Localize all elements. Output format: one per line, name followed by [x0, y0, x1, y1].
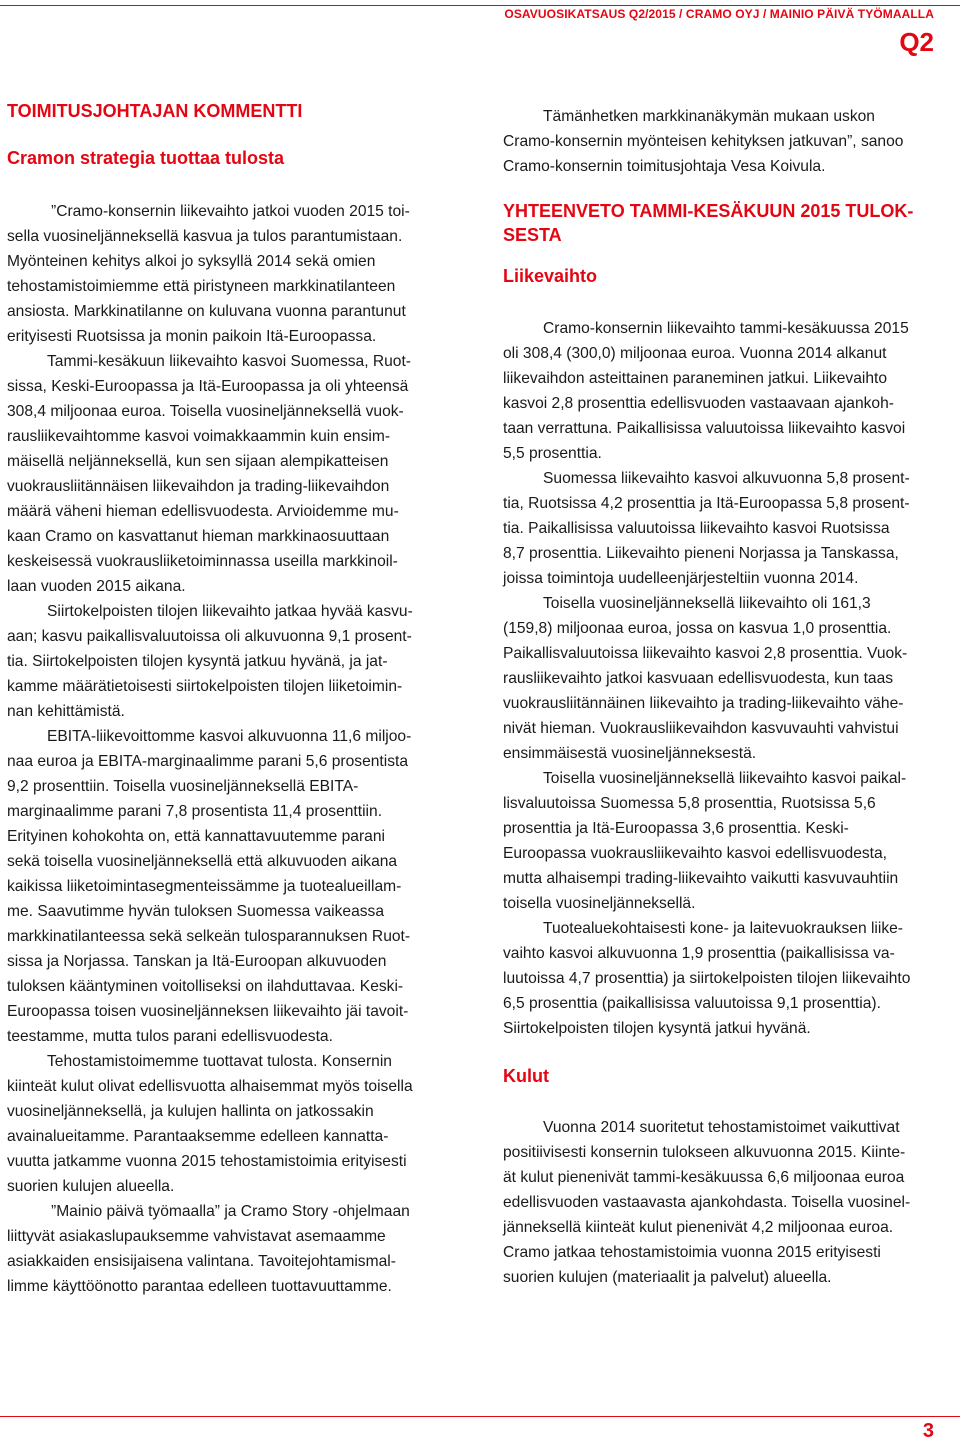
text-line: 6,5 prosenttia (paikallisissa valuutoissa 9,1 prosenttia). [503, 995, 881, 1012]
text-line: sissa, Keski-Euroopassa ja Itä-Euroopassa ja oli yhteensä [7, 378, 409, 395]
text-line: Tämänhetken markkinanäkymän mukaan uskon [543, 108, 875, 125]
text-line: 9,2 prosenttiin. Toisella vuosineljänneksellä EBITA- [7, 778, 359, 795]
text-line: kamme määrätietoisesti siirtokelpoisten tilojen liiketoimin- [7, 678, 403, 695]
text-line: kaan Cramo on kasvattanut hieman markkinaosuuttaan [7, 528, 390, 545]
text-line: rausliikevaihtomme kasvoi voimakkaammin kuin ensim- [7, 428, 391, 445]
text-line: ät kulut pienenivät tammi-kesäkuussa 6,6 miljoonaa euroa [503, 1169, 905, 1186]
text-line: tia. Paikallisissa valuutoissa liikevaihto kasvoi Ruotsissa [503, 520, 890, 537]
text-line: ansiosta. Markkinatilanne on kuluvana vuonna parantunut [7, 303, 406, 320]
text-line: liittyvät asiakaslupauksemme vahvistavat asemaamme [7, 1228, 386, 1245]
revenue-text [503, 316, 910, 1041]
text-line: taan verrattuna. Paikallisissa valuutoissa liikevaihto kasvoi [503, 420, 906, 437]
text-line: Tammi-kesäkuun liikevaihto kasvoi Suomessa, Ruot- [47, 353, 412, 370]
revenue-heading: Liikevaihto [503, 266, 598, 286]
text-line: suorien kulujen alueella. [7, 1178, 175, 1195]
text-line: joissa toimintoja uudelleenjärjesteltiin vuonna 2014. [503, 570, 859, 587]
text-line: tehostamistoimiemme että piristyneen markkinatilanteen [7, 278, 396, 295]
costs-heading: Kulut [503, 1066, 549, 1086]
text-line: jänneksellä kiinteät kulut pienenivät 4,2 miljoonaa euroa. [503, 1219, 894, 1236]
text-line: me. Saavutimme hyvän tuloksen Suomessa vaikeassa [7, 903, 385, 920]
summary-heading [503, 199, 913, 247]
text-line: määrä väheni hieman edellisvuodesta. Arvioidemme mu- [7, 503, 399, 520]
text-line: Toisella vuosineljänneksellä liikevaihto oli 161,3 [543, 595, 871, 612]
page-number: 3 [922, 1420, 934, 1442]
text-line: Myönteinen kehitys alkoi jo syksyllä 2014 sekä omien [7, 253, 376, 270]
text-line: Vuonna 2014 suoritetut tehostamistoimet vaikuttivat [543, 1119, 900, 1136]
text-line: erityisesti Ruotsissa ja monin paikoin Itä-Euroopassa. [7, 328, 377, 345]
text-line: vuutta jatkamme vuonna 2015 tehostamistoimia erityisesti [7, 1153, 407, 1170]
heading-line: SESTA [503, 225, 562, 245]
ceo-comment-text [7, 199, 413, 1299]
text-line: kasvoi 2,8 prosenttia edellisvuoden vastaavaan ajankoh- [503, 395, 894, 412]
text-line: prosenttia ja Itä-Euroopassa 3,6 prosenttia. Keski- [503, 820, 849, 837]
text-line: Euroopassa vuokrausliikevaihto kasvoi edellisvuodesta, [503, 845, 887, 862]
footer-rule [0, 1416, 960, 1417]
running-header: OSAVUOSIKATSAUS Q2/2015 / CRAMO OYJ / MAINIO PÄIVÄ TYÖMAALLA [504, 7, 934, 21]
text-line: avainalueitamme. Parantaaksemme edelleen kannatta- [7, 1128, 389, 1145]
text-line: tia, Ruotsissa 4,2 prosenttia ja Itä-Euroopassa 5,8 prosent- [503, 495, 910, 512]
text-line: aan; kasvu paikallisvaluutoissa oli alkuvuonna 9,1 prosent- [7, 628, 412, 645]
text-line: Suomessa liikevaihto kasvoi alkuvuonna 5,8 prosent- [543, 470, 910, 487]
costs-text [503, 1115, 910, 1290]
text-line: mäisellä neljänneksellä, kun sen sijaan alempikatteisen [7, 453, 389, 470]
text-line: 8,7 prosenttia. Liikevaihto pieneni Norjassa ja Tanskassa, [503, 545, 899, 562]
text-line: vaihto kasvoi alkuvuonna 1,9 prosenttia (paikallisissa va- [503, 945, 895, 962]
text-line: keskeisessä vuokrausliiketoiminnassa useilla markkinoil- [7, 553, 398, 570]
quarter-label: Q2 [899, 27, 934, 57]
text-line: Cramo jatkaa tehostamistoimia vuonna 2015 erityisesti [503, 1244, 881, 1261]
text-line: Cramo-konsernin liikevaihto tammi-kesäkuussa 2015 [543, 320, 909, 337]
text-line: vuosineljänneksellä, ja kulujen hallinta on jatkossakin [7, 1103, 374, 1120]
text-line: oli 308,4 (300,0) miljoonaa euroa. Vuonna 2014 alkanut [503, 345, 887, 362]
text-line: lisvaluutoissa Suomessa 5,8 prosenttia, Ruotsissa 5,6 [503, 795, 876, 812]
text-line: (159,8) miljoonaa euroa, jossa on kasvua 1,0 prosenttia. [503, 620, 892, 637]
text-line: marginaalimme parani 7,8 prosentista 11,4 prosenttiin. [7, 803, 383, 820]
text-line: ensimmäisestä vuosineljänneksestä. [503, 745, 757, 762]
text-line: EBITA-liikevoittomme kasvoi alkuvuonna 11,6 miljoo- [47, 728, 412, 745]
section-title: TOIMITUSJOHTAJAN KOMMENTTI [7, 101, 303, 121]
text-line: ”Mainio päivä työmaalla” ja Cramo Story -ohjelmaan [51, 1203, 410, 1220]
article-subtitle: Cramon strategia tuottaa tulosta [7, 148, 285, 168]
text-line: asiakkaiden ensisijaisena valintana. Tavoitejohtamismal- [7, 1253, 396, 1270]
text-line: 308,4 miljoonaa euroa. Toisella vuosineljänneksellä vuok- [7, 403, 404, 420]
text-line: mutta alhaisempi trading-liikevaihto vaikutti kasvuvauhtiin [503, 870, 899, 887]
text-line: edellisvuoden vastaavasta ajankohdasta. Toisella vuosinel- [503, 1194, 911, 1211]
text-line: Cramo-konsernin myönteisen kehityksen jatkuvan”, sanoo [503, 133, 904, 150]
text-line: tuloksen kääntyminen voitolliseksi on ilahduttavaa. Keski- [7, 978, 404, 995]
text-line: Siirtokelpoisten tilojen liikevaihto jatkaa hyvää kasvu- [47, 603, 413, 620]
text-line: laan vuoden 2015 aikana. [7, 578, 186, 595]
text-line: vuokrausliitännäinen liikevaihto ja trading-liikevaihto vähe- [503, 695, 904, 712]
header-rule [0, 5, 960, 6]
text-line: sella vuosineljänneksellä kasvua ja tulos parantumistaan. [7, 228, 403, 245]
text-line: markkinatilanteessa sekä selkeän tulosparannuksen Ruot- [7, 928, 411, 945]
text-line: naa euroa ja EBITA-marginaalimme parani 5,6 prosentista [7, 753, 409, 770]
text-line: nan kehittämistä. [7, 703, 125, 720]
text-line: tia. Siirtokelpoisten tilojen kysyntä jatkuu hyvänä, ja jat- [7, 653, 388, 670]
heading-line: YHTEENVETO TAMMI-KESÄKUUN 2015 TULOK- [503, 201, 914, 221]
text-line: Erityinen kohokohta on, että kannattavuutemme parani [7, 828, 385, 845]
text-line: toisella vuosineljänneksellä. [503, 895, 696, 912]
text-line: liikevaihdon asteittainen paraneminen jatkui. Liikevaihto [503, 370, 888, 387]
text-line: ”Cramo-konsernin liikevaihto jatkoi vuoden 2015 toi- [51, 203, 410, 220]
text-line: Toisella vuosineljänneksellä liikevaihto kasvoi paikal- [543, 770, 907, 787]
text-line: kiinteät kulut olivat edellisvuotta alhaisemmat myös toisella [7, 1078, 413, 1095]
text-line: sissa ja Norjassa. Tanskan ja Itä-Euroopan alkuvuoden [7, 953, 387, 970]
text-line: Siirtokelpoisten tilojen kysyntä jatkui hyvänä. [503, 1020, 811, 1037]
text-line: teestamme, mutta tulos parani edellisvuodesta. [7, 1028, 333, 1045]
text-line: nivät hieman. Vuokrausliikevaihdon kasvuvauhti vahvistui [503, 720, 899, 737]
text-line: suorien kulujen (materiaalit ja palvelut) alueella. [503, 1269, 832, 1286]
text-line: limme käyttöönotto parantaa edelleen tuottavuuttamme. [7, 1278, 392, 1295]
text-line: Tuotealuekohtaisesti kone- ja laitevuokrauksen liike- [543, 920, 904, 937]
text-line: kaikissa liiketoimintasegmenteissämme ja tuotealueillam- [7, 878, 402, 895]
text-line: sekä toisella vuosineljänneksellä että alkuvuoden aikana [7, 853, 398, 870]
quote-continuation [503, 104, 903, 179]
text-line: Cramo-konsernin toimitusjohtaja Vesa Koivula. [503, 158, 826, 175]
text-line: Tehostamistoimemme tuottavat tulosta. Konsernin [47, 1053, 392, 1070]
text-line: rausliikevaihto jatkoi kasvuaan edellisvuodesta, kun taas [503, 670, 894, 687]
text-line: Euroopassa toisen vuosineljänneksen liikevaihto jäi tavoit- [7, 1003, 409, 1020]
text-line: Paikallisvaluutoissa liikevaihto kasvoi 2,8 prosenttia. Vuok- [503, 645, 908, 662]
text-line: positiivisesti konsernin tulokseen alkuvuonna 2015. Kiinte- [503, 1144, 906, 1161]
text-line: vuokrausliitännäisen liikevaihdon ja trading-liikevaihdon [7, 478, 390, 495]
text-line: luutoissa 4,7 prosenttia) ja siirtokelpoisten tilojen liikevaihto [503, 970, 911, 987]
text-line: 5,5 prosenttia. [503, 445, 602, 462]
